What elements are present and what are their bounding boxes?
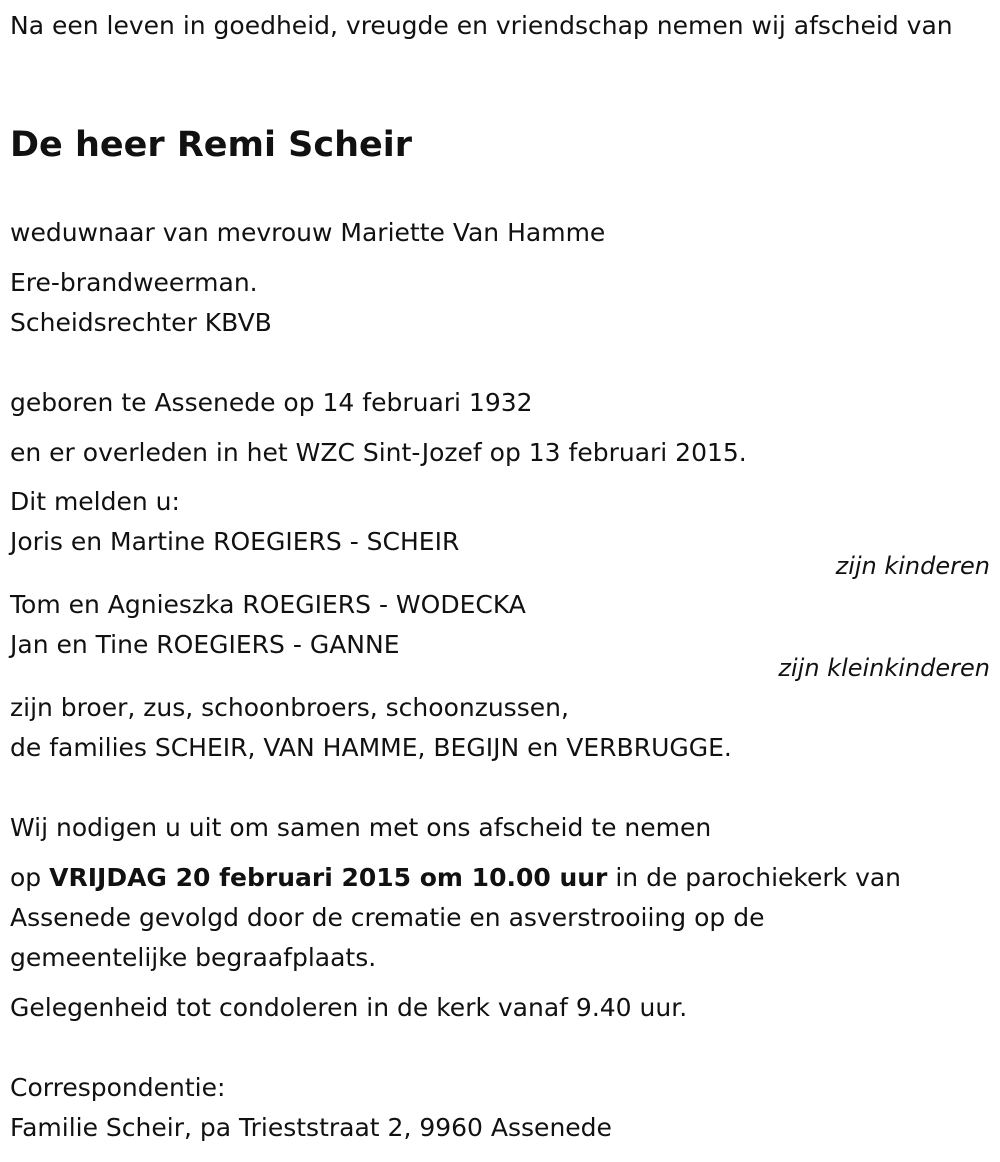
children-line: Joris en Martine ROEGIERS - SCHEIR [10,527,460,556]
honorary-title: Ere-brandweerman. [10,268,258,297]
ceremony-line-1 [10,858,901,898]
ceremony-date: VRIJDAG 20 februari 2015 om 10.00 uur [49,863,608,892]
referee-title: Scheidsrechter KBVB [10,308,272,337]
grandchild-line-1: Tom en Agnieszka ROEGIERS - WODECKA [10,590,526,619]
ceremony-location: in de parochiekerk van [607,863,902,892]
intro-text: Na een leven in goedheid, vreugde en vriendschap nemen wij afscheid van [10,11,953,40]
correspondence-label: Correspondentie: [10,1073,226,1102]
birth-text: geboren te Assenede op 14 februari 1932 [10,388,533,417]
grandchildren-label: zijn kleinkinderen [778,654,990,682]
family-line-2: de families SCHEIR, VAN HAMME, BEGIJN en VERBRUGGE. [10,733,732,762]
ceremony-line-2: Assenede gevolgd door de crematie en asverstrooiing op de [10,903,765,932]
invite-text: Wij nodigen u uit om samen met ons afscheid te nemen [10,813,712,842]
grandchild-line-2: Jan en Tine ROEGIERS - GANNE [10,630,400,659]
deceased-name: De heer Remi Scheir [10,125,413,165]
widower-text: weduwnaar van mevrouw Mariette Van Hamme [10,218,606,247]
ceremony-prefix: op [10,863,50,892]
children-label: zijn kinderen [835,552,990,580]
announce-text: Dit melden u: [10,487,180,516]
condolence-text: Gelegenheid tot condoleren in de kerk vanaf 9.40 uur. [10,993,688,1022]
ceremony-line-3: gemeentelijke begraafplaats. [10,943,377,972]
death-text: en er overleden in het WZC Sint-Jozef op 13 februari 2015. [10,438,747,467]
correspondence-address: Familie Scheir, pa Trieststraat 2, 9960 Assenede [10,1113,612,1142]
family-line-1: zijn broer, zus, schoonbroers, schoonzussen, [10,693,569,722]
